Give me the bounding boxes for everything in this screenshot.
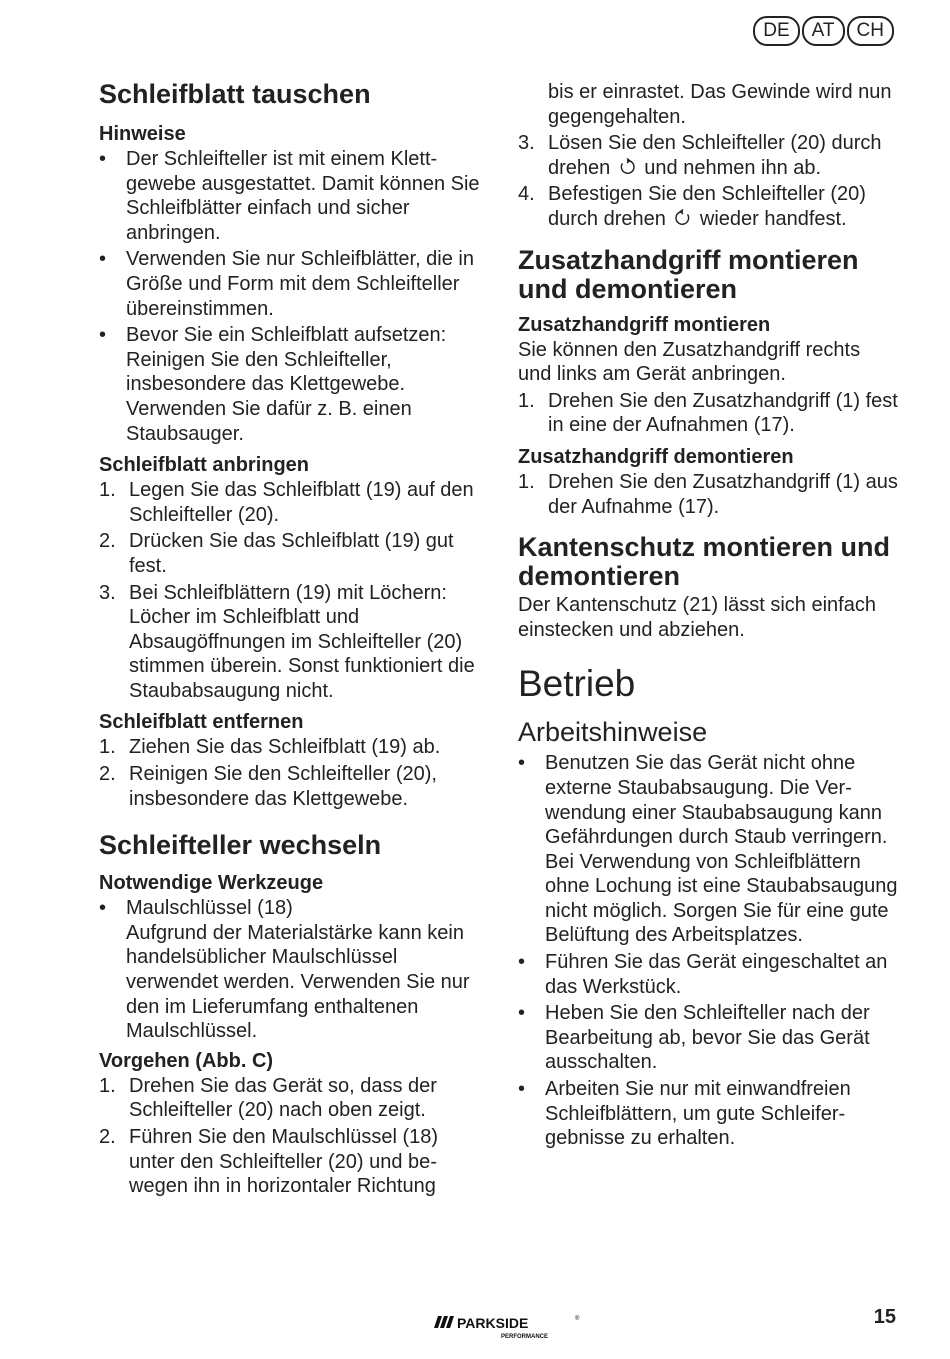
zusatz-demontieren-steps	[518, 470, 898, 519]
step-number: 1.	[518, 470, 535, 493]
step-number: 1.	[99, 736, 116, 759]
logo-brand-text: PARKSIDE	[457, 1315, 529, 1331]
zusatz-montieren-text: Sie können den Zusatzhandgriff rechts und links am Gerät anbringen.	[518, 338, 861, 386]
badge-at: AT	[802, 16, 845, 46]
step-item	[99, 581, 484, 704]
step-text: wieder handfest.	[699, 207, 847, 230]
step-item	[518, 182, 898, 231]
rotate-counterclockwise-icon	[618, 158, 636, 176]
step-number: 3.	[99, 581, 116, 604]
step-text: Führen Sie den Maulschlüssel (18) unter den Schleifteller (20) und bewegen ihn in horizontaler Richtung	[129, 1126, 439, 1198]
step-number: 4.	[518, 183, 535, 206]
step-text: Drehen Sie den Zusatzhandgriff (1) aus der Aufnahme (17).	[548, 470, 898, 518]
heading-zusatzhandgriff: Zusatzhandgriff montieren und demontieren	[518, 244, 859, 304]
subheading-vorgehen: Vorgehen (Abb. C)	[99, 1049, 274, 1072]
hinweise-list	[99, 147, 484, 446]
list-item: • Benutzen Sie das Gerät nicht ohne externe Staubabsaugung. Die Verwendung einer Staubabsaugung kann Gefährdungen durch Staub verringern. Bei Verwendung von Schleifblättern ohne Lochung ist eine Staubabsaugung nicht möglich. Sorgen Sie für eine gute Belüftung des Arbeitsplatzes.	[518, 751, 898, 948]
left-column	[99, 78, 484, 1201]
step-number: 1.	[99, 1074, 116, 1097]
list-item: • Heben Sie den Schleifteller nach der Bearbeitung ab, bevor Sie das Gerät ausschalten.	[518, 1001, 898, 1075]
subheading-zusatz-montieren: Zusatzhandgriff montieren	[518, 313, 771, 336]
step-item	[518, 470, 898, 519]
subheading-anbringen: Schleifblatt anbringen	[99, 454, 310, 477]
step-item	[518, 131, 898, 180]
badge-ch: CH	[847, 16, 894, 46]
parkside-logo	[432, 1314, 592, 1348]
step-text: Bei Schleifblättern (19) mit Löchern: Löcher im Schleifblatt und Absaugöffnungen im Schleifteller (20) stimmen überein. Sonst funktioniert die Staubabsaugung nicht.	[129, 581, 475, 702]
werkzeug-note: Aufgrund der Materialstärke kann kein handelsüblicher Maulschlüssel verwendet werden. Verwenden Sie nur den im Lieferumfang enthaltenen Maulschlüssel.	[126, 921, 470, 1043]
step-text: Legen Sie das Schleifblatt (19) auf den Schleifteller (20).	[129, 479, 474, 526]
entfernen-steps	[99, 735, 484, 811]
werkzeuge-list	[99, 896, 484, 921]
badge-de: DE	[753, 16, 799, 46]
step-number: 2.	[99, 763, 116, 786]
step-item	[99, 478, 484, 527]
step-number: 2.	[99, 1126, 116, 1148]
subheading-entfernen: Schleifblatt entfernen	[99, 711, 304, 734]
step-text: Ziehen Sie das Schleifblatt (19) ab.	[129, 736, 441, 759]
arbeitshinweise-list	[518, 751, 898, 1151]
logo-sub-text: PERFORMANCE	[501, 1334, 549, 1340]
step-number: 1.	[99, 479, 116, 502]
logo-registered-mark: ®	[575, 1316, 580, 1322]
step-item	[518, 389, 898, 438]
step-text: Drücken Sie das Schleifblatt (19) gut fest.	[129, 530, 454, 577]
list-item: • Bevor Sie ein Schleifblatt aufsetzen: Reinigen Sie den Schleifteller, insbesondere das Klettgewebe. Verwenden Sie dafür z. B. einen Staubsauger.	[99, 323, 484, 446]
step-text: Reinigen Sie den Schleifteller (20), insbesondere das Klettgewebe.	[129, 763, 437, 810]
subheading-hinweise: Hinweise	[99, 123, 186, 145]
list-item: • Verwenden Sie nur Schleifblätter, die in Größe und Form mit dem Schleifteller übereinstimmen.	[99, 247, 484, 321]
rotate-clockwise-icon	[674, 209, 692, 227]
subheading-werkzeuge: Notwendige Werkzeuge	[99, 872, 324, 895]
step-text: Befestigen Sie den Schleifteller (20) durch drehen	[548, 183, 866, 230]
list-item: • Führen Sie das Gerät eingeschaltet an das Werkstück.	[518, 950, 898, 999]
heading-betrieb: Betrieb	[518, 663, 636, 705]
heading-arbeitshinweise: Arbeitshinweise	[518, 717, 708, 748]
step-number: 2.	[99, 530, 116, 553]
step-text: Drehen Sie den Zusatzhandgriff (1) fest in eine der Aufnahmen (17).	[548, 389, 898, 437]
list-item: • Der Schleifteller ist mit einem Klettgewebe ausgestattet. Damit können Sie Schleifblätter einfach und sicher anbringen.	[99, 147, 484, 245]
list-item: • Arbeiten Sie nur mit einwandfreien Schleifblättern, um gute Schleifergebnisse zu erhalten.	[518, 1077, 898, 1151]
kantenschutz-text: Der Kantenschutz (21) lässt sich einfach einstecken und abziehen.	[518, 594, 876, 641]
heading-schleifblatt-tauschen: Schleifblatt tauschen	[99, 79, 371, 109]
vorgehen-continuation: bis er einrastet. Das Gewinde wird nun gegengehalten.	[548, 81, 892, 128]
step-number: 1.	[518, 389, 535, 412]
heading-kantenschutz: Kantenschutz montieren und demontieren	[518, 532, 891, 592]
page-number: 15	[873, 1306, 896, 1328]
step-item	[99, 1074, 484, 1123]
anbringen-steps	[99, 478, 484, 703]
vorgehen-steps-continued	[518, 131, 898, 231]
subheading-zusatz-demontieren: Zusatzhandgriff demontieren	[518, 445, 794, 468]
heading-schleifteller-wechseln: Schleifteller wechseln	[99, 830, 382, 861]
step-item	[99, 1125, 484, 1199]
step-text: Lösen Sie den Schleifteller (20) durch drehen	[548, 132, 882, 179]
step-item	[99, 762, 484, 811]
step-item	[99, 735, 484, 760]
country-badges	[753, 16, 894, 46]
list-item: • Maulschlüssel (18)	[99, 896, 484, 921]
zusatz-montieren-steps	[518, 389, 898, 438]
step-text: Drehen Sie das Gerät so, dass der Schleifteller (20) nach oben zeigt.	[129, 1074, 437, 1122]
vorgehen-steps	[99, 1074, 484, 1199]
step-number: 3.	[518, 132, 535, 155]
step-text: und nehmen ihn ab.	[644, 156, 822, 179]
right-column	[518, 78, 898, 1153]
step-item	[99, 529, 484, 578]
